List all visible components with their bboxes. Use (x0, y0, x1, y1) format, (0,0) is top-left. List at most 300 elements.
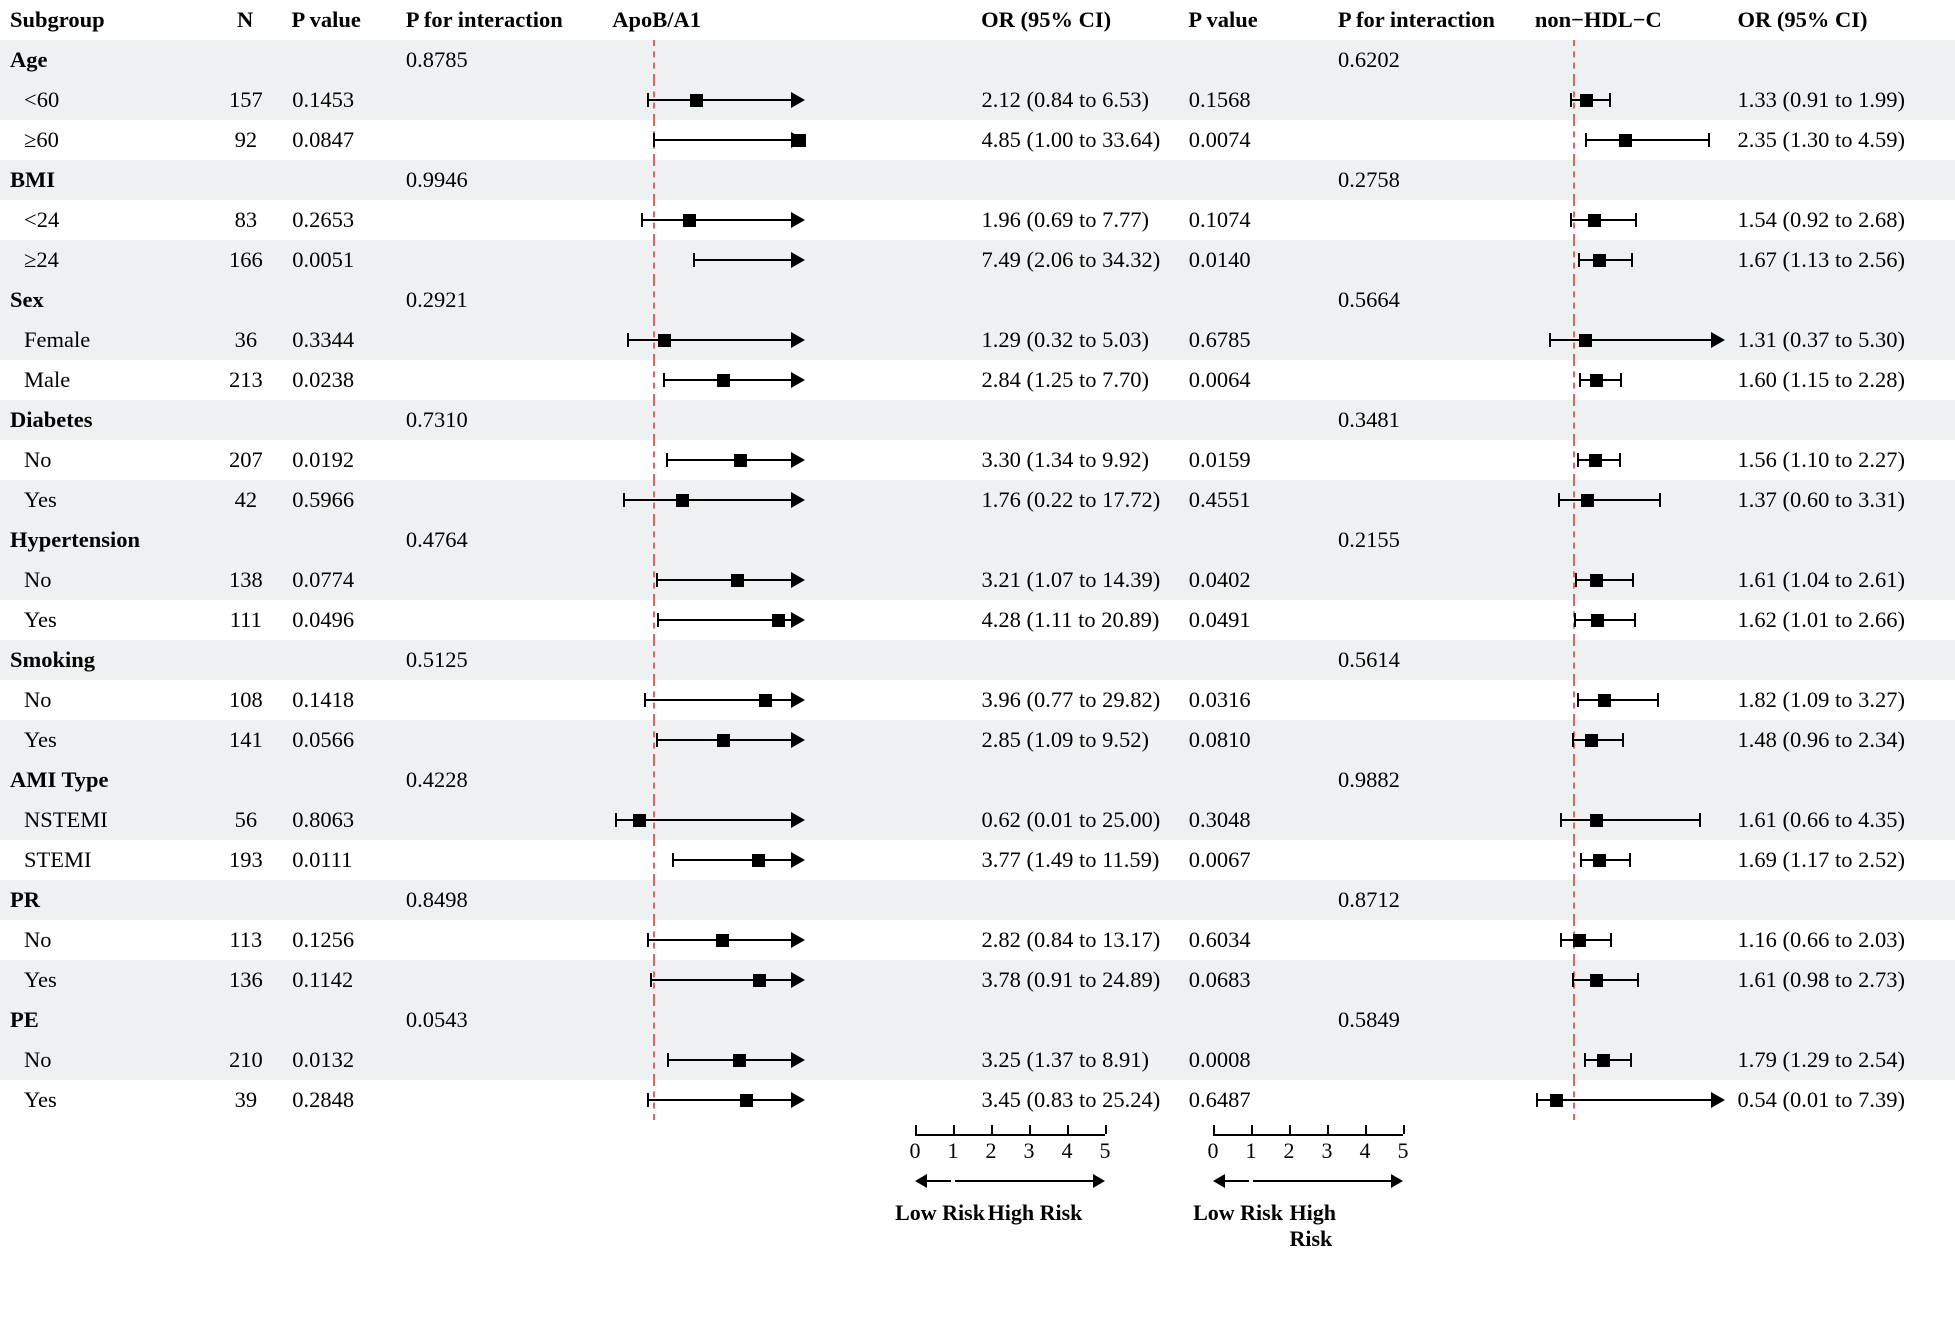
point-estimate-marker (717, 734, 730, 747)
axis-tick-label: 0 (1207, 1138, 1219, 1163)
ci-right-cap (1610, 933, 1612, 947)
ci-left-cap (647, 93, 649, 107)
cell-or-2: 1.62 (1.01 to 2.66) (1737, 607, 1905, 632)
ci-left-cap (656, 573, 658, 587)
ci-right-arrow (791, 252, 805, 268)
forest-marker-apob-a1 (605, 520, 976, 560)
cell-or-2: 1.61 (0.66 to 4.35) (1737, 807, 1905, 832)
forest-marker-apob-a1 (605, 1040, 975, 1080)
cell-plot-non-hdl-c (1527, 80, 1731, 120)
cell-n: 166 (228, 247, 263, 272)
axis-tick-label: 5 (1397, 1138, 1409, 1163)
ci-right-arrow (791, 212, 805, 228)
cell-subgroup: Hypertension (10, 527, 141, 552)
cell-plot-apob-a1 (605, 1080, 975, 1120)
reference-line (1573, 240, 1575, 280)
forest-marker-apob-a1 (605, 320, 975, 360)
forest-marker-apob-a1 (605, 240, 975, 280)
point-estimate-marker (1593, 854, 1606, 867)
cell-plot-non-hdl-c (1527, 40, 1731, 80)
ci-left-cap (1536, 1093, 1538, 1107)
cell-p-interaction-2: 0.2155 (1337, 527, 1400, 552)
table-row (0, 960, 1955, 1000)
table-row (0, 800, 1955, 840)
cell-p-value-1: 0.2653 (292, 207, 355, 232)
cell-plot-apob-a1 (605, 160, 976, 200)
cell-plot-apob-a1 (605, 400, 976, 440)
header-n: N (236, 7, 254, 32)
axis-tick-label: 3 (1023, 1138, 1035, 1163)
cell-or-2: 1.82 (1.09 to 3.27) (1737, 687, 1905, 712)
cell-or-1: 3.78 (0.91 to 24.89) (981, 967, 1161, 992)
ci-left-cap (1572, 973, 1574, 987)
ci-left-cap (672, 853, 674, 867)
confidence-interval-line (1560, 819, 1700, 821)
ci-right-arrow (791, 692, 805, 708)
cell-subgroup: Age (10, 47, 48, 72)
cell-p-value-2: 0.0402 (1188, 567, 1251, 592)
cell-subgroup: No (24, 567, 52, 592)
cell-or-1: 1.29 (0.32 to 5.03) (981, 327, 1149, 352)
forest-marker-non-hdl-c (1527, 640, 1731, 680)
table-row (0, 320, 1955, 360)
cell-or-1: 7.49 (2.06 to 34.32) (981, 247, 1161, 272)
ci-right-arrow (791, 1092, 805, 1108)
ci-left-cap (1575, 573, 1577, 587)
point-estimate-marker (1591, 614, 1604, 627)
cell-subgroup: Yes (24, 967, 57, 992)
reference-line (1573, 360, 1575, 400)
ci-right-cap (1620, 373, 1622, 387)
header-p-value-1: P value (291, 7, 361, 32)
reference-line (1573, 520, 1575, 560)
reference-line (1573, 1040, 1575, 1080)
cell-p-interaction-1: 0.2921 (405, 287, 468, 312)
cell-plot-apob-a1 (605, 320, 975, 360)
cell-plot-apob-a1 (605, 720, 975, 760)
confidence-interval-line (693, 259, 791, 261)
cell-p-value-1: 0.8063 (292, 807, 355, 832)
header-plot-non-hdl-c: non−HDL−C (1534, 7, 1662, 32)
forest-marker-apob-a1 (605, 1080, 975, 1120)
cell-plot-apob-a1 (605, 800, 975, 840)
cell-subgroup: No (24, 687, 52, 712)
table-row (0, 240, 1955, 280)
cell-plot-non-hdl-c (1527, 160, 1731, 200)
table-group-row (0, 280, 1955, 320)
forest-marker-apob-a1 (605, 480, 975, 520)
cell-or-1: 2.84 (1.25 to 7.70) (981, 367, 1149, 392)
cell-p-value-1: 0.0132 (292, 1047, 355, 1072)
confidence-interval-line (647, 1099, 791, 1101)
point-estimate-marker (1581, 494, 1594, 507)
ci-left-cap (644, 693, 646, 707)
cell-plot-non-hdl-c (1527, 800, 1731, 840)
ci-right-arrow (791, 932, 805, 948)
cell-plot-non-hdl-c (1527, 960, 1731, 1000)
cell-p-value-2: 0.1568 (1188, 87, 1251, 112)
forest-marker-apob-a1 (605, 880, 976, 920)
ci-right-arrow (1711, 332, 1725, 348)
cell-plot-apob-a1 (605, 480, 975, 520)
confidence-interval-line (1560, 939, 1612, 941)
forest-marker-non-hdl-c (1527, 1080, 1731, 1120)
ci-left-cap (1549, 333, 1551, 347)
ci-left-cap (1574, 613, 1576, 627)
cell-p-value-2: 0.4551 (1188, 487, 1251, 512)
ci-right-cap (1657, 693, 1659, 707)
cell-p-value-1: 0.0496 (292, 607, 355, 632)
cell-p-interaction-2: 0.2758 (1337, 167, 1400, 192)
ci-left-cap (627, 333, 629, 347)
cell-p-value-2: 0.0140 (1188, 247, 1251, 272)
point-estimate-marker (1590, 574, 1603, 587)
cell-plot-apob-a1 (605, 80, 975, 120)
cell-or-1: 3.45 (0.83 to 25.24) (981, 1087, 1161, 1112)
reference-line (1573, 1000, 1575, 1040)
ci-right-cap (1635, 213, 1637, 227)
point-estimate-marker (1580, 94, 1593, 107)
reference-line (653, 400, 655, 440)
point-estimate-marker (1589, 454, 1602, 467)
axis-tick-label: 2 (1283, 1138, 1295, 1163)
confidence-interval-line (1585, 139, 1710, 141)
cell-plot-apob-a1 (605, 960, 975, 1000)
cell-subgroup: No (24, 1047, 52, 1072)
point-estimate-marker (731, 574, 744, 587)
forest-marker-non-hdl-c (1527, 40, 1731, 80)
high-risk-arrow-head (1391, 1174, 1403, 1188)
cell-n: 157 (228, 87, 263, 112)
cell-plot-non-hdl-c (1527, 320, 1731, 360)
reference-line (653, 520, 655, 560)
point-estimate-marker (753, 974, 766, 987)
forest-marker-non-hdl-c (1527, 800, 1731, 840)
ci-left-cap (650, 973, 652, 987)
ci-right-cap (1659, 493, 1661, 507)
cell-plot-non-hdl-c (1527, 720, 1731, 760)
axis-tick (1289, 1125, 1291, 1134)
point-estimate-marker (658, 334, 671, 347)
confidence-interval-line (672, 859, 791, 861)
cell-n: 92 (234, 127, 258, 152)
point-estimate-marker (690, 94, 703, 107)
point-estimate-marker (752, 854, 765, 867)
axis-tick (1067, 1125, 1069, 1134)
axis-tick (1251, 1125, 1253, 1134)
cell-plot-non-hdl-c (1527, 480, 1731, 520)
cell-plot-non-hdl-c (1527, 520, 1731, 560)
cell-p-value-2: 0.0683 (1188, 967, 1251, 992)
header-p-interaction-1: P for interaction (405, 7, 563, 32)
cell-plot-non-hdl-c (1527, 240, 1731, 280)
axis-tick (1365, 1125, 1367, 1134)
ci-left-cap (1585, 133, 1587, 147)
ci-right-cap (1630, 1053, 1632, 1067)
forest-marker-non-hdl-c (1527, 1000, 1731, 1040)
reference-line (653, 360, 655, 400)
point-estimate-marker (1598, 694, 1611, 707)
cell-subgroup: Sex (10, 287, 44, 312)
header-subgroup: Subgroup (10, 7, 105, 32)
point-estimate-marker (772, 614, 785, 627)
cell-or-2: 1.61 (1.04 to 2.61) (1737, 567, 1905, 592)
ci-right-arrow (791, 572, 805, 588)
cell-subgroup: BMI (10, 167, 55, 192)
ci-right-arrow (791, 972, 805, 988)
reference-line (653, 760, 655, 800)
cell-p-interaction-1: 0.4764 (405, 527, 468, 552)
cell-p-value-2: 0.0159 (1188, 447, 1251, 472)
ci-right-arrow (791, 332, 805, 348)
point-estimate-marker (1593, 254, 1606, 267)
forest-marker-apob-a1 (605, 840, 975, 880)
cell-subgroup: PE (10, 1007, 39, 1032)
cell-subgroup: Yes (24, 1087, 57, 1112)
cell-n: 39 (234, 1087, 258, 1112)
reference-line (653, 280, 655, 320)
forest-marker-non-hdl-c (1527, 680, 1731, 720)
point-estimate-marker (1590, 374, 1603, 387)
cell-p-value-2: 0.0008 (1188, 1047, 1251, 1072)
cell-n: 36 (234, 327, 258, 352)
ci-left-cap (1579, 373, 1581, 387)
cell-plot-non-hdl-c (1527, 920, 1731, 960)
confidence-interval-line (650, 979, 791, 981)
cell-n: 138 (228, 567, 263, 592)
cell-plot-apob-a1 (605, 840, 975, 880)
confidence-interval-line (1570, 219, 1637, 221)
cell-p-value-1: 0.0051 (292, 247, 355, 272)
ci-right-arrow (1711, 1092, 1725, 1108)
reference-line (653, 880, 655, 920)
confidence-interval-line (641, 219, 791, 221)
forest-marker-non-hdl-c (1527, 720, 1731, 760)
table-row (0, 920, 1955, 960)
table-group-row (0, 520, 1955, 560)
cell-n: 136 (228, 967, 263, 992)
forest-marker-apob-a1 (605, 960, 975, 1000)
cell-or-2: 1.33 (0.91 to 1.99) (1737, 87, 1905, 112)
reference-line (653, 240, 655, 280)
table-row (0, 560, 1955, 600)
ci-left-cap (623, 493, 625, 507)
cell-p-value-1: 0.5966 (292, 487, 355, 512)
header-p-interaction-2: P for interaction (1337, 7, 1495, 32)
cell-p-interaction-1: 0.8498 (405, 887, 468, 912)
forest-marker-non-hdl-c (1527, 400, 1731, 440)
confidence-interval-line (667, 1059, 791, 1061)
cell-plot-non-hdl-c (1527, 840, 1731, 880)
cell-plot-non-hdl-c (1527, 1040, 1731, 1080)
cell-plot-apob-a1 (605, 40, 976, 80)
confidence-interval-line (1574, 619, 1637, 621)
cell-plot-non-hdl-c (1527, 1080, 1731, 1120)
table-row (0, 600, 1955, 640)
table-row (0, 1040, 1955, 1080)
table-row (0, 360, 1955, 400)
low-risk-label: Low Risk (895, 1200, 985, 1225)
cell-plot-apob-a1 (605, 200, 975, 240)
cell-or-1: 3.96 (0.77 to 29.82) (981, 687, 1161, 712)
ci-right-cap (1631, 253, 1633, 267)
table-row (0, 440, 1955, 480)
cell-p-value-2: 0.0064 (1188, 367, 1251, 392)
point-estimate-marker (740, 1094, 753, 1107)
reference-line (1573, 160, 1575, 200)
ci-left-cap (657, 613, 659, 627)
cell-plot-non-hdl-c (1527, 280, 1731, 320)
cell-n: 111 (229, 607, 262, 632)
table-group-row (0, 640, 1955, 680)
cell-subgroup: ≥60 (24, 127, 59, 152)
cell-or-2: 1.54 (0.92 to 2.68) (1737, 207, 1905, 232)
cell-plot-non-hdl-c (1527, 200, 1731, 240)
cell-n: 210 (228, 1047, 263, 1072)
point-estimate-marker (716, 934, 729, 947)
high-risk-arrow-head (1093, 1174, 1105, 1188)
forest-marker-apob-a1 (605, 920, 975, 960)
cell-p-interaction-2: 0.5614 (1337, 647, 1400, 672)
confidence-interval-line (1577, 699, 1660, 701)
high-risk-arrow-line (1253, 1180, 1391, 1182)
axis-tick (1029, 1125, 1031, 1134)
reference-line (1573, 680, 1575, 720)
confidence-interval-line (1572, 979, 1639, 981)
ci-right-cap (1622, 733, 1624, 747)
cell-p-interaction-2: 0.9882 (1337, 767, 1400, 792)
reference-line (653, 600, 655, 640)
table-group-row (0, 1000, 1955, 1040)
forest-marker-apob-a1 (605, 720, 975, 760)
cell-subgroup: ≥24 (24, 247, 59, 272)
reference-line (653, 720, 655, 760)
cell-subgroup: Yes (24, 487, 57, 512)
cell-plot-non-hdl-c (1527, 360, 1731, 400)
axis-line (915, 1134, 1105, 1136)
cell-p-value-1: 0.0847 (292, 127, 355, 152)
forest-marker-apob-a1 (605, 800, 975, 840)
cell-or-2: 1.67 (1.13 to 2.56) (1737, 247, 1905, 272)
confidence-interval-line (627, 339, 791, 341)
forest-marker-non-hdl-c (1527, 360, 1731, 400)
ci-left-cap (1580, 853, 1582, 867)
axis-tick-label: 0 (909, 1138, 921, 1163)
cell-n: 213 (228, 367, 263, 392)
cell-subgroup: NSTEMI (24, 807, 108, 832)
cell-subgroup: Diabetes (10, 407, 93, 432)
high-risk-arrow-line (955, 1180, 1093, 1182)
ci-right-arrow (791, 92, 805, 108)
cell-p-value-2: 0.1074 (1188, 207, 1251, 232)
header-or-1: OR (95% CI) (981, 7, 1112, 32)
point-estimate-marker (759, 694, 772, 707)
forest-marker-non-hdl-c (1527, 480, 1731, 520)
cell-n: 83 (234, 207, 258, 232)
cell-plot-apob-a1 (605, 880, 976, 920)
table-group-row (0, 880, 1955, 920)
high-risk-label: High Risk (987, 1200, 1083, 1225)
forest-marker-apob-a1 (605, 640, 976, 680)
cell-plot-apob-a1 (605, 760, 976, 800)
cell-n: 56 (234, 807, 258, 832)
forest-marker-apob-a1 (605, 360, 975, 400)
axis-tick-label: 4 (1061, 1138, 1073, 1163)
point-estimate-marker (734, 454, 747, 467)
point-estimate-marker (717, 374, 730, 387)
forest-marker-non-hdl-c (1527, 80, 1731, 120)
forest-marker-apob-a1 (605, 280, 976, 320)
cell-or-1: 4.85 (1.00 to 33.64) (981, 127, 1161, 152)
ci-right-arrow (791, 852, 805, 868)
axis-tick (1403, 1125, 1405, 1134)
forest-marker-non-hdl-c (1527, 960, 1731, 1000)
table-row (0, 80, 1955, 120)
ci-right-arrow (791, 452, 805, 468)
cell-p-value-2: 0.6487 (1188, 1087, 1251, 1112)
low-risk-arrow-head (1213, 1174, 1225, 1188)
confidence-interval-line (623, 499, 791, 501)
axis-tick-label: 2 (985, 1138, 997, 1163)
table-group-row (0, 160, 1955, 200)
ci-left-cap (1570, 93, 1572, 107)
axis-tick (915, 1125, 917, 1134)
ci-right-cap (1629, 853, 1631, 867)
point-estimate-marker (1619, 134, 1632, 147)
reference-line (1573, 40, 1575, 80)
cell-p-interaction-2: 0.3481 (1337, 407, 1400, 432)
axis-tick-label: 3 (1321, 1138, 1333, 1163)
cell-or-2: 1.48 (0.96 to 2.34) (1737, 727, 1905, 752)
point-estimate-marker (1597, 1054, 1610, 1067)
cell-plot-non-hdl-c (1527, 680, 1731, 720)
point-estimate-marker (733, 1054, 746, 1067)
cell-p-interaction-2: 0.6202 (1337, 47, 1400, 72)
cell-plot-non-hdl-c (1527, 880, 1731, 920)
table-row (0, 480, 1955, 520)
cell-subgroup: No (24, 927, 52, 952)
low-risk-label: Low Risk (1193, 1200, 1283, 1225)
ci-left-cap (1578, 253, 1580, 267)
ci-right-arrow (791, 612, 805, 628)
forest-marker-apob-a1 (605, 40, 976, 80)
forest-marker-non-hdl-c (1527, 160, 1731, 200)
cell-plot-non-hdl-c (1527, 120, 1731, 160)
reference-line (653, 840, 655, 880)
cell-subgroup: <24 (24, 207, 60, 232)
ci-left-cap (647, 1093, 649, 1107)
point-estimate-marker (1590, 814, 1603, 827)
forest-marker-apob-a1 (605, 1000, 976, 1040)
confidence-interval-line (1549, 339, 1711, 341)
cell-p-value-1: 0.1453 (292, 87, 355, 112)
ci-left-cap (1584, 1053, 1586, 1067)
axis-tick (1105, 1125, 1107, 1134)
cell-p-value-1: 0.1256 (292, 927, 355, 952)
ci-left-cap (615, 813, 617, 827)
forest-marker-apob-a1 (605, 760, 976, 800)
cell-subgroup: Yes (24, 607, 57, 632)
cell-subgroup: <60 (24, 87, 60, 112)
axis-tick (991, 1125, 993, 1134)
forest-marker-non-hdl-c (1527, 240, 1731, 280)
forest-marker-non-hdl-c (1527, 840, 1731, 880)
cell-or-2: 0.54 (0.01 to 7.39) (1737, 1087, 1905, 1112)
axis-tick (953, 1125, 955, 1134)
ci-left-cap (1572, 733, 1574, 747)
cell-n: 42 (234, 487, 258, 512)
cell-or-2: 1.56 (1.10 to 2.27) (1737, 447, 1905, 472)
